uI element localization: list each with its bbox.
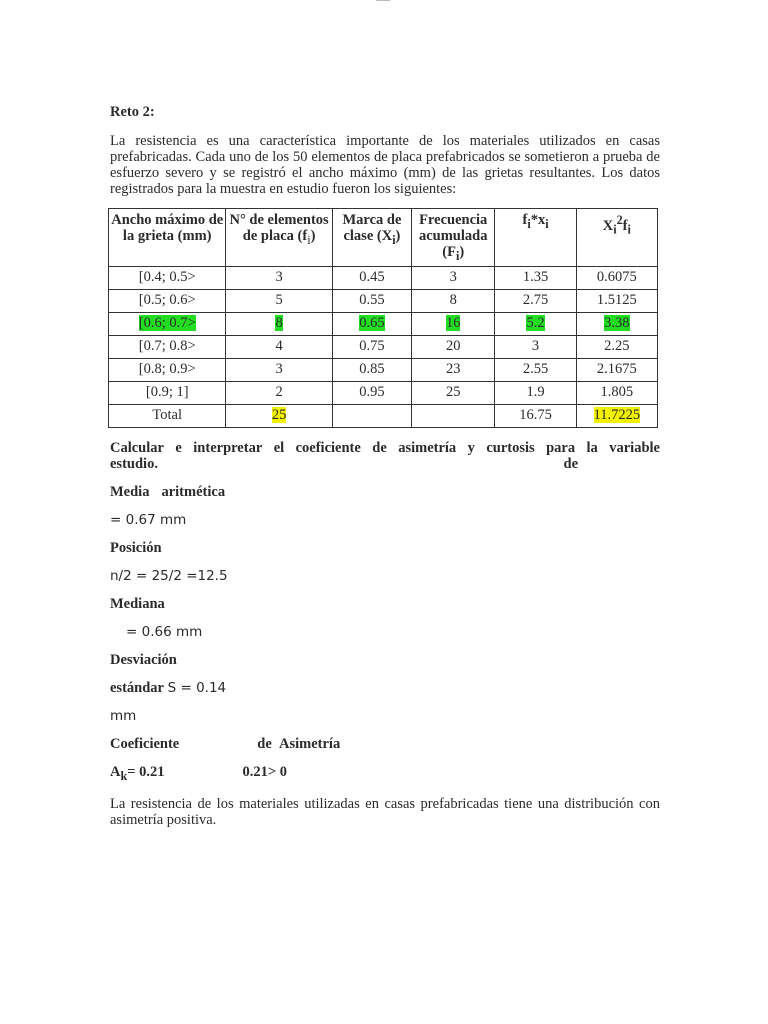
cell-xi: 0.95	[332, 381, 411, 404]
cell-total-label: Total	[109, 404, 226, 427]
cell-interval: [0.7; 0.8>	[109, 335, 226, 358]
desviacion-value: estándar S = 0.14	[110, 679, 227, 696]
cell-xi2fi: 1.805	[576, 381, 657, 404]
cell-fixi: 2.75	[495, 289, 576, 312]
posicion-label: Posición	[110, 539, 162, 556]
cell-fi: 8	[226, 312, 332, 335]
cell-xi2fi: 1.5125	[576, 289, 657, 312]
table-total-row	[109, 404, 658, 427]
posicion-value: n/2 = 25/2 =12.5	[110, 567, 228, 584]
cell-Fi: 20	[412, 335, 495, 358]
desviacion-unit: mm	[110, 707, 137, 724]
header-mark	[376, 0, 390, 1]
cell-xi: 0.65	[332, 312, 411, 335]
header-frecuencia: Frecuencia acumulada $(F_i)$	[412, 209, 495, 267]
media-label: Media aritmética	[110, 483, 226, 500]
table-row-modal	[109, 312, 658, 335]
table-row	[109, 358, 658, 381]
cell-fi: 3	[226, 358, 332, 381]
cell-interval: [0.8; 0.9>	[109, 358, 226, 381]
cell-fixi: 3	[495, 335, 576, 358]
cell-xi2fi: 3.38	[576, 312, 657, 335]
conclusion-paragraph: La resistencia de los materiales utilizadas en casas prefabricadas tiene una distribución con asimetría positiva.	[110, 795, 660, 828]
table-header-row	[109, 209, 658, 267]
cell-fixi: 5.2	[495, 312, 576, 335]
table-row	[109, 266, 658, 289]
cell-xi: 0.85	[332, 358, 411, 381]
cell-Fi: 8	[412, 289, 495, 312]
document-body	[110, 104, 660, 842]
cell-Fi: 23	[412, 358, 495, 381]
header-ancho: Ancho máximo de la grieta (mm)	[109, 209, 226, 267]
cell-total-xi2fi: 11.7225	[576, 404, 657, 427]
cell-total-Fi	[412, 404, 495, 427]
cell-Fi: 3	[412, 266, 495, 289]
cell-interval: [0.9; 1]	[109, 381, 226, 404]
challenge-title: Reto 2:	[110, 104, 155, 120]
table-row	[109, 381, 658, 404]
table-row	[109, 289, 658, 312]
header-x2f: $X_i^2f_i$	[576, 209, 657, 267]
cell-fi: 2	[226, 381, 332, 404]
calc-instruction: Calcular e interpretar el coeficiente de asimetría y curtosis para la variable	[110, 439, 660, 456]
cell-total-xi	[332, 404, 411, 427]
cell-xi: 0.75	[332, 335, 411, 358]
header-fx: $f_i*x_i$	[495, 209, 576, 267]
cell-Fi: 25	[412, 381, 495, 404]
cell-interval: [0.6; 0.7>	[109, 312, 226, 335]
cell-Fi: 16	[412, 312, 495, 335]
intro-paragraph: La resistencia es una característica importante de los materiales utilizados en casas prefabricadas. Cada uno de los 50 elementos de placa prefabricados se sometieron a prueba de esfuerzo severo y se registró el ancho máximo (mm) de las grietas resultantes. Los datos registrados para la muestra en estudio fueron los siguientes:	[110, 133, 660, 197]
cell-xi2fi: 2.25	[576, 335, 657, 358]
table-row	[109, 335, 658, 358]
cell-xi: 0.45	[332, 266, 411, 289]
calc-instruction-line2: estudio. de	[110, 455, 578, 472]
cell-fixi: 1.35	[495, 266, 576, 289]
media-value: = 0.67 mm	[110, 511, 187, 528]
cell-total-fixi: 16.75	[495, 404, 576, 427]
cell-xi: 0.55	[332, 289, 411, 312]
cell-fi: 4	[226, 335, 332, 358]
cell-total-fi: 25	[226, 404, 332, 427]
desviacion-label: Desviación	[110, 651, 177, 668]
cell-xi2fi: 2.1675	[576, 358, 657, 381]
cell-interval: [0.4; 0.5>	[109, 266, 226, 289]
cell-fi: 5	[226, 289, 332, 312]
cell-fixi: 1.9	[495, 381, 576, 404]
coef-label: Coeficiente de Asimetría	[110, 735, 341, 752]
cell-xi2fi: 0.6075	[576, 266, 657, 289]
mediana-label: Mediana	[110, 595, 165, 612]
mediana-value: = 0.66 mm	[126, 623, 203, 640]
header-marca: Marca de clase $(X_i)$	[332, 209, 411, 267]
frequency-table	[108, 208, 658, 428]
header-elementos: N° de elementos de placa $(f_i)$	[226, 209, 332, 267]
cell-fi: 3	[226, 266, 332, 289]
cell-interval: [0.5; 0.6>	[109, 289, 226, 312]
cell-fixi: 2.55	[495, 358, 576, 381]
ak-value: $A_k= 0.21$ 0.21> 0	[110, 763, 287, 783]
